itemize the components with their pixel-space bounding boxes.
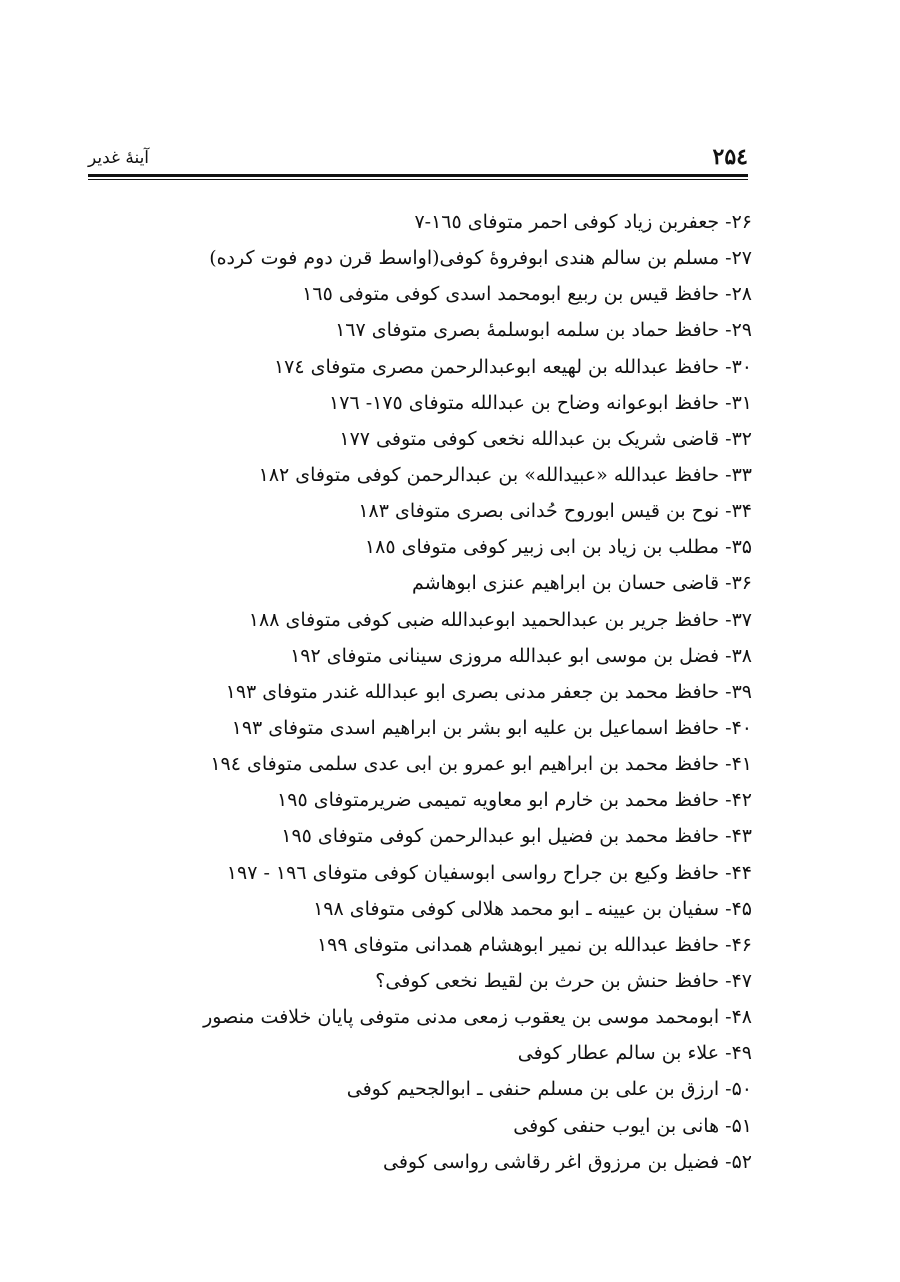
list-item: ۴۴- حافظ وکیع بن جراح رواسی ابوسفیان کوفی متوفای ١٩٦ - ١٩٧ [226,861,752,884]
list-item: ۴۳- حافظ محمد بن فضیل ابو عبدالرحمن کوفی متوفای ١٩٥ [281,825,752,848]
list-item: ۴۷- حافظ حنش بن حرث بن لقیط نخعی کوفی؟ [375,969,752,992]
list-item: ۳۴- نوح بن قیس ابوروح حُدانی بصری متوفای ١٨٣ [358,500,752,523]
list-item: ۲۸- حافظ قیس بن ربیع ابومحمد اسدی کوفی متوفی ١٦٥ [302,283,752,306]
list-item: ۵۲- فضیل بن مرزوق اغر رقاشی رواسی کوفی [383,1150,752,1173]
list-item: ۳۱- حافظ ابوعوانه وضاح بن عبدالله متوفای ١٧٥- ١٧٦ [329,391,752,414]
list-item: ۴۹- علاء بن سالم عطار کوفی [517,1042,752,1065]
running-title: آینهٔ غدیر [88,148,150,168]
list-item: ۵۰- ارزق بن علی بن مسلم حنفی ـ ابوالجحیم کوفی [346,1078,752,1101]
header-rule-thick [88,174,748,177]
list-item: ۳۰- حافظ عبدالله بن لهیعه ابوعبدالرحمن مصری متوفای ١٧٤ [273,355,752,378]
list-item: ۲۹- حافظ حماد بن سلمه ابوسلمهٔ بصری متوفای ١٦٧ [335,319,752,342]
page-number: ۲۵٤ [712,144,748,170]
list-item: ۳۹- حافظ محمد بن جعفر مدنی بصری ابو عبدالله غندر متوفای ١٩٣ [225,680,752,703]
page-header [88,138,748,178]
list-item: ۴۰- حافظ اسماعیل بن علیه ابو بشر بن ابراهیم اسدی متوفای ١٩٣ [231,716,752,739]
list-item: ۳۳- حافظ عبدالله «عبیدالله» بن عبدالرحمن کوفی متوفای ١٨٢ [258,463,752,486]
list-item: ۵۱- هانی بن ایوب حنفی کوفی [513,1114,752,1137]
list-item: ۴۱- حافظ محمد بن ابراهیم ابو عمرو بن ابی عدی سلمی متوفای ١٩٤ [210,753,752,776]
list-item: ۳۷- حافظ جریر بن عبدالحمید ابوعبدالله ضبی کوفی متوفای ١٨٨ [248,608,752,631]
list-item: ۳۲- قاضی شریک بن عبدالله نخعی کوفی متوفی ١٧٧ [339,427,752,450]
list-item: ۴۸- ابومحمد موسی بن یعقوب زمعی مدنی متوفی پایان خلافت منصور [203,1006,752,1029]
list-item: ۴۵- سفیان بن عیینه ـ ابو محمد هلالی کوفی متوفای ١٩٨ [313,897,752,920]
narrator-list [152,204,752,1180]
list-item: ۴۲- حافظ محمد بن خارم ابو معاویه تمیمی ضریرمتوفای ١٩٥ [277,789,752,812]
list-item: ۴۶- حافظ عبدالله بن نمیر ابوهشام همدانی متوفای ١٩٩ [316,933,752,956]
list-item: ۲۷- مسلم بن سالم هندی ابوفروهٔ کوفی(اواسط قرن دوم فوت کرده) [209,247,752,270]
list-item: ۳۸- فضل بن موسی ابو عبدالله مروزی سینانی متوفای ١٩٢ [290,644,752,667]
list-item: ۳۶- قاضی حسان بن ابراهیم عنزی ابوهاشم [411,572,752,595]
list-item: ۳۵- مطلب بن زیاد بن ابی زبیر کوفی متوفای ١٨٥ [364,536,752,559]
header-rule-thin [88,179,748,180]
list-item: ۲۶- جعفربن زیاد کوفی احمر متوفای ١٦٥-٧ [414,211,752,233]
